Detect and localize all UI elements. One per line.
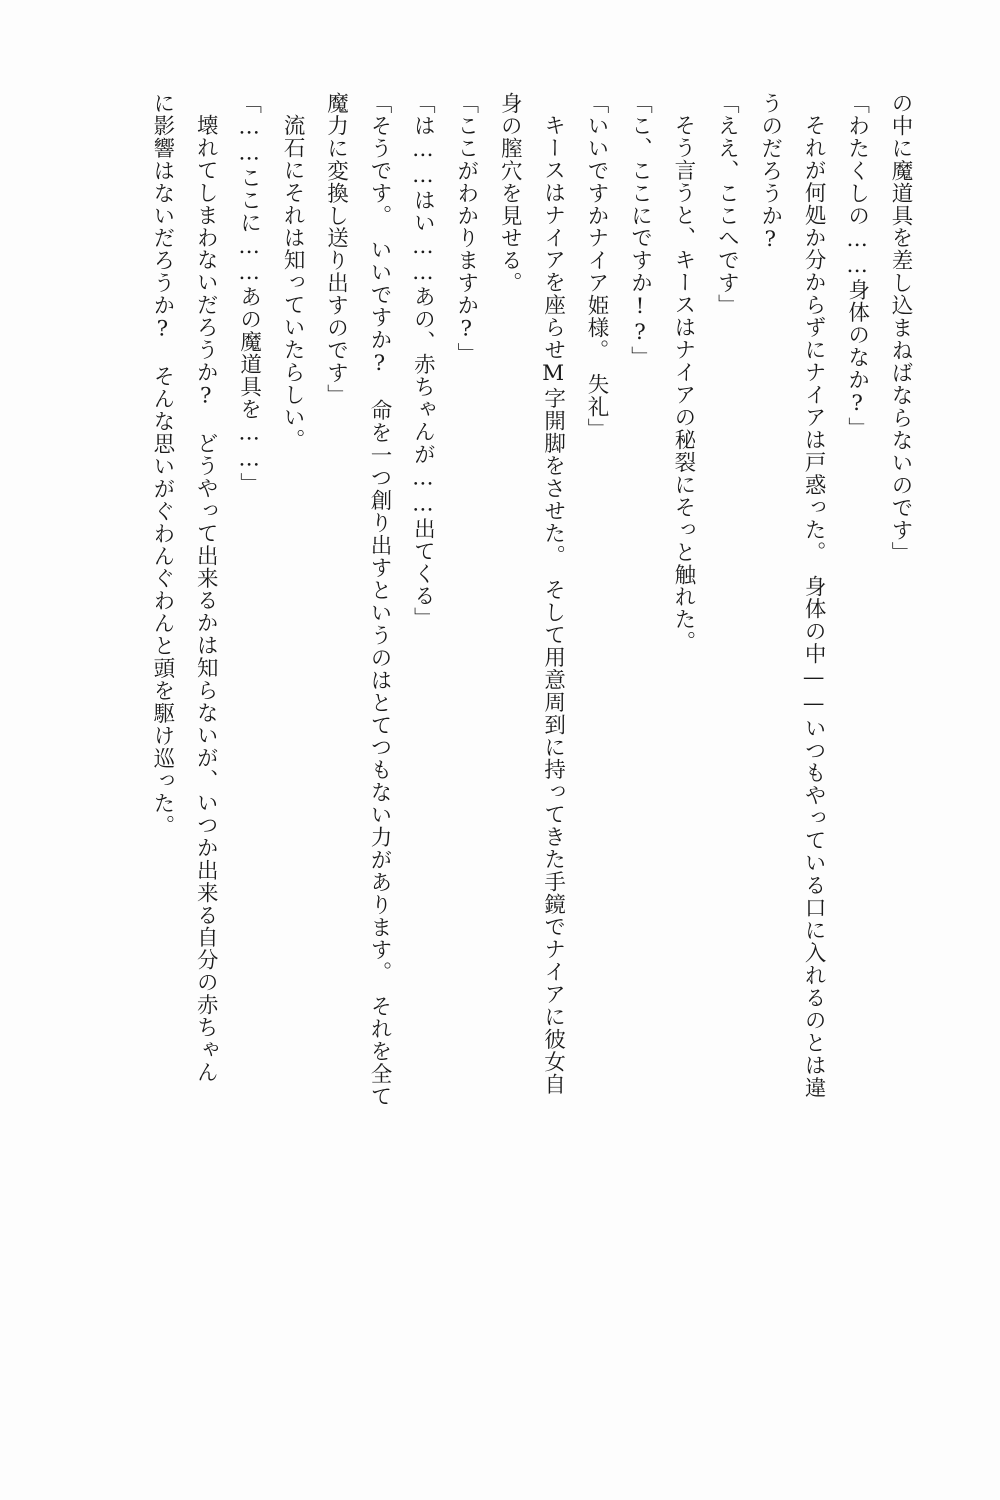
text-line: 「そうです。 いいですか? 命を一つ創り出すというのはとてつもない力があります。 それを全て: [366, 92, 392, 1108]
text-line: 「わたくしの……身体のなか?」: [844, 92, 870, 440]
text-line: それが何処か分からずにナイアは戸惑った。 身体の中——いつもやっている口に入れるのとは違: [801, 113, 827, 1099]
text-line: 魔力に変換し送り出すのです」: [323, 92, 349, 407]
text-line: 流石にそれは知っていたらしい。: [280, 113, 306, 451]
text-line: うのだろうか?: [757, 92, 783, 253]
text-line: の中に魔道具を差し込まねばならないのです」: [888, 92, 913, 564]
text-line: 「……ここに……あの魔道具を……」: [236, 92, 262, 495]
text-line: 「ええ、ここへです」: [714, 92, 740, 317]
text-line: そう言うと、キースはナイアの秘裂にそっと触れた。: [670, 113, 696, 653]
text-line: 身の膣穴を見せる。: [497, 92, 523, 295]
page-text-area: [78, 92, 922, 1430]
text-line: 「いいですかナイア姫様。 失礼」: [584, 92, 610, 441]
text-line: キースはナイアを座らせM字開脚をさせた。 そして用意周到に持ってきた手鏡でナイアに彼女自: [540, 113, 566, 1095]
vertical-text-block: [78, 92, 922, 1430]
text-line: 「ここがわかりますか?」: [453, 92, 479, 366]
text-line: 「こ、ここにですか!?」: [627, 92, 653, 369]
text-line: 「は……はい……あの、赤ちゃんが……出てくる」: [410, 92, 436, 630]
text-line: 壊れてしまわないだろうか? どうやって出来るかは知らないが、いつか出来る自分の赤ちゃん: [193, 113, 219, 1084]
text-line: に影響はないだろうか? そんな思いがぐわんぐわんと頭を駆け巡った。: [149, 92, 175, 837]
